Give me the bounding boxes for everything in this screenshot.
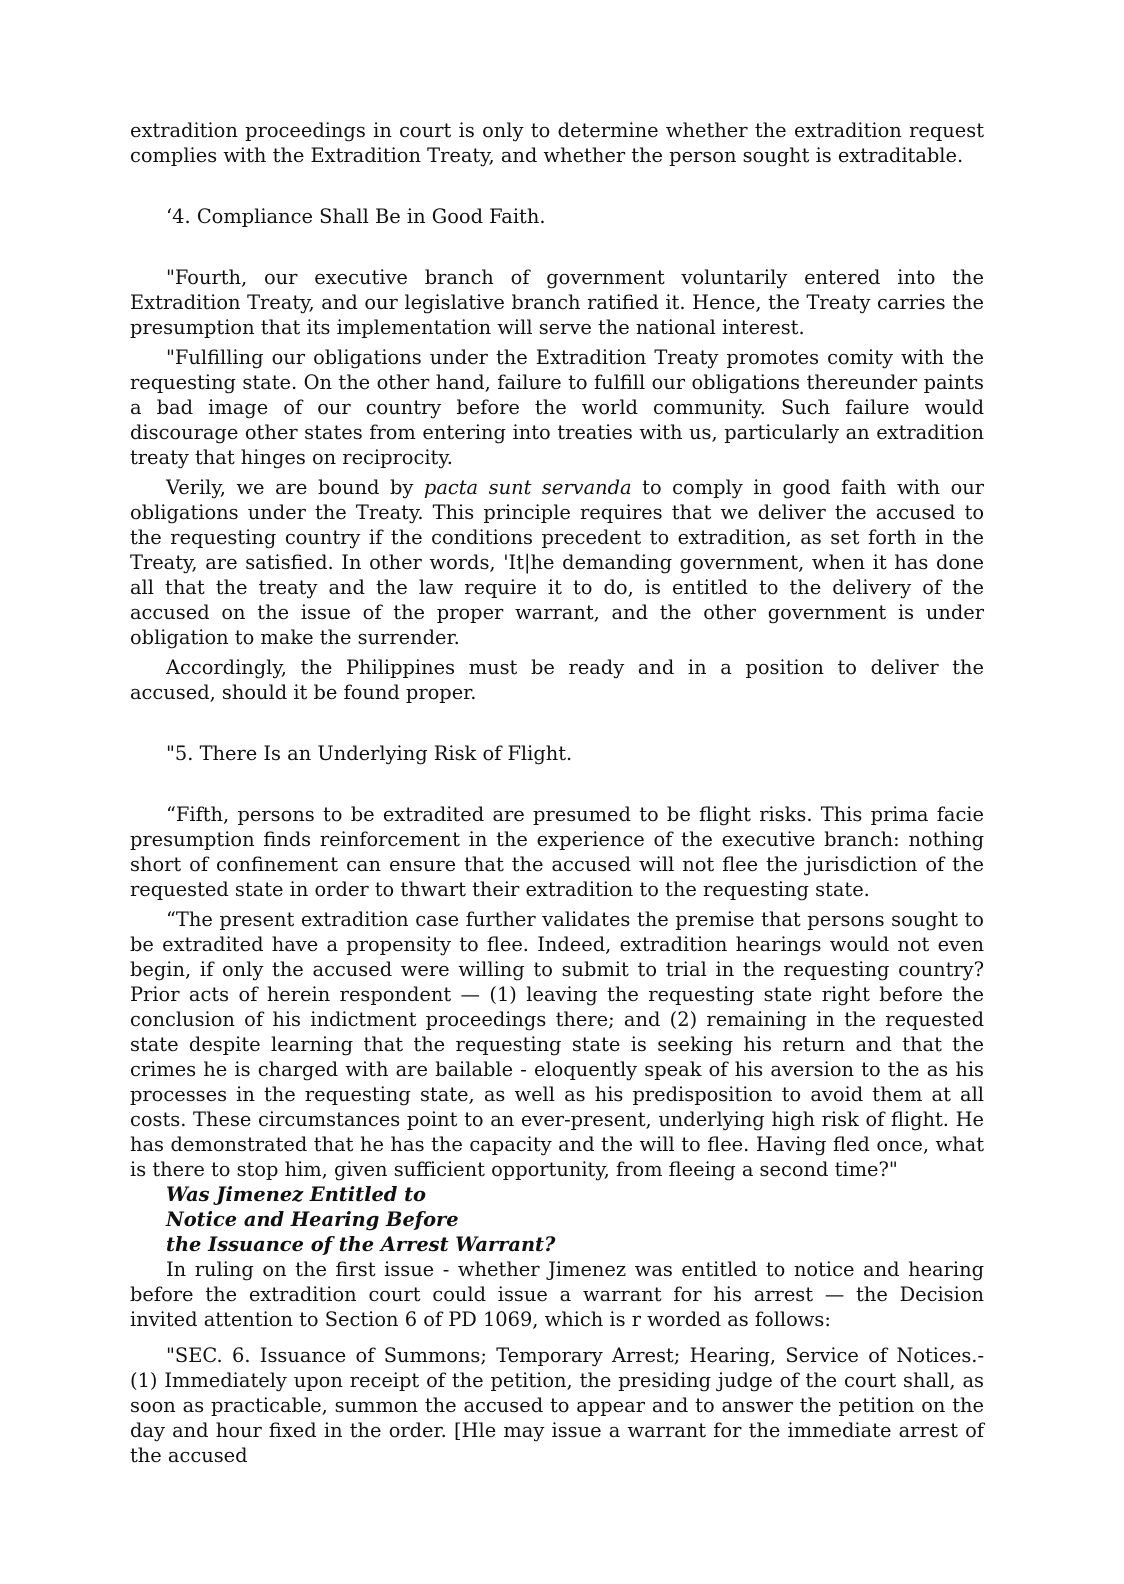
pacta-text-before: Verily, we are bound by [166, 476, 424, 499]
section-title-risk-of-flight: "5. There Is an Underlying Risk of Flight. [166, 742, 573, 765]
section-title-good-faith: ‘4. Compliance Shall Be in Good Faith. [166, 205, 546, 228]
heading-line-3: the Issuance of the Arrest Warrant? [166, 1233, 556, 1256]
pacta-text-after: to comply in good faith with our obligations under the Treaty. This principle requires that we deliver the accused to the requesting country if the conditions precedent to extradition, as set forth in the Treaty, are satisfied. In other words, 'It|he demanding government, when it has done all that the treaty and the law require it to do, is entitled to the delivery of the accused on the issue of the proper warrant, and the other government is under obligation to make the surrender. [130, 476, 985, 649]
paragraph-accordingly: Accordingly, the Philippines must be ready and in a position to deliver the accused, should it be found proper. [130, 656, 984, 704]
heading-line-2: Notice and Hearing Before [166, 1208, 459, 1231]
paragraph-present-case: “The present extradition case further validates the premise that persons sought to be extradited have a propensity to flee. Indeed, extradition hearings would not even begin, if only the accused were willing to submit to trial in the requesting country? Prior acts of herein respondent — (1) leaving the requesting state right before the conclusion of his indictment proceedings there; and (2) remaining in the requested state despite learning that the requesting state is seeking his return and that the crimes he is charged with are bailable - eloquently speak of his aversion to the as his processes in the requesting state, as well as his predisposition to avoid them at all costs. These circumstances point to an ever-present, underlying high risk of flight. He has demonstrated that he has the capacity and the will to flee. Having fled once, what is there to stop him, given sufficient opportunity, from fleeing a second time?" [130, 908, 984, 1181]
paragraph-ruling-first-issue: In ruling on the first issue - whether Jimenez was entitled to notice and hearing before the extradition court could issue a warrant for his arrest — the Decision invited attention to Section 6 of PD 1069, which is r worded as follows: [130, 1258, 984, 1331]
paragraph-pacta-sunt-servanda [130, 475, 984, 650]
heading-line-1: Was Jimenez Entitled to [166, 1183, 426, 1206]
paragraph-fifth: “Fifth, persons to be extradited are presumed to be flight risks. This prima facie presumption finds reinforcement in the experience of the executive branch: nothing short of confinement can ensure that the accused will not flee the jurisdiction of the requested state in order to thwart their extradition to the requesting state. [130, 803, 984, 901]
paragraph-fulfilling-obligations: "Fulfilling our obligations under the Extradition Treaty promotes comity with the requesting state. On the other hand, failure to fulfill our obligations thereunder paints a bad image of our country before the world community. Such failure would discourage other states from entering into treaties with us, particularly an extradition treaty that hinges on reciprocity. [130, 346, 984, 469]
paragraph-fourth: "Fourth, our executive branch of government voluntarily entered into the Extradition Treaty, and our legislative branch ratified it. Hence, the Treaty carries the presumption that its implementation will serve the national interest. [130, 266, 984, 339]
section-heading-jimenez [166, 1182, 984, 1257]
paragraph-continuation: extradition proceedings in court is only to determine whether the extradition request complies with the Extradition Treaty, and whether the person sought is extraditable. [130, 119, 984, 167]
document-page [130, 118, 984, 1468]
paragraph-sec-6-quote: "SEC. 6. Issuance of Summons; Temporary Arrest; Hearing, Service of Notices.- (1) Immediately upon receipt of the petition, the presiding judge of the court shall, as soon as practicable, summon the accused to appear and to answer the petition on the day and hour fixed in the order. [Hle may issue a warrant for the immediate arrest of the accused [130, 1344, 984, 1467]
pacta-sunt-servanda-term: pacta sunt servanda [423, 476, 632, 499]
